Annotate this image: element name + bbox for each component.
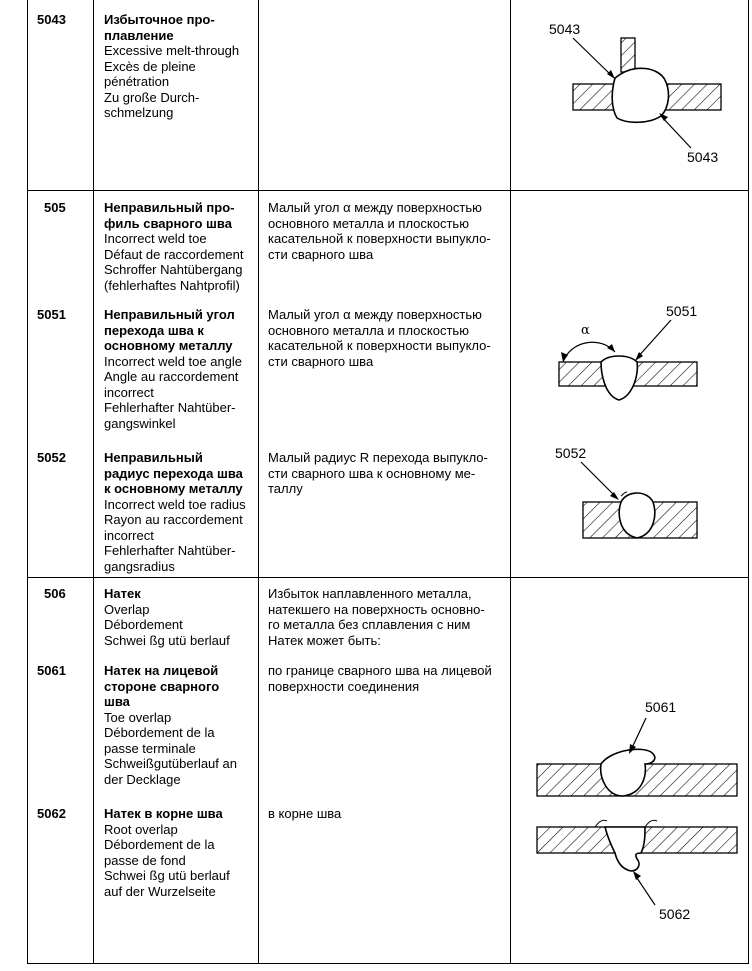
- figure-5051: [511, 290, 748, 420]
- table-border-right: [748, 0, 749, 964]
- term-line: Incorrect weld toe angle: [104, 353, 243, 369]
- desc-line: таллу: [268, 481, 303, 496]
- term-line: Débordement: [104, 617, 183, 632]
- defect-code: 5052: [37, 450, 66, 465]
- defect-term: [104, 200, 256, 293]
- term-ru-line: Натек: [104, 586, 141, 601]
- term-line: Toe overlap: [104, 709, 172, 725]
- term-line: auf der Wurzelseite: [104, 883, 216, 899]
- term-line: Schwei ßg utü berlauf: [104, 632, 230, 648]
- term-line: Overlap: [104, 601, 150, 617]
- defect-term: [104, 307, 256, 431]
- desc-line: в корне шва: [268, 806, 342, 821]
- desc-line: сти сварного шва: [268, 246, 374, 262]
- term-line: passe terminale: [104, 740, 196, 756]
- term-ru-line: плавление: [104, 27, 174, 43]
- figure-label: 5043: [549, 21, 581, 37]
- term-ru-line: основному металлу: [104, 338, 233, 353]
- term-line: passe de fond: [104, 852, 186, 868]
- term-line: der Decklage: [104, 771, 181, 787]
- term-line: (fehlerhaftes Nahtprofil): [104, 277, 240, 293]
- term-ru-line: Натек на лицевой: [104, 663, 219, 678]
- term-ru-line: перехода шва к: [104, 322, 204, 338]
- term-line: Excès de pleine: [104, 58, 196, 74]
- term-ru-line: Натек в корне шва: [104, 806, 223, 821]
- term-line: Schroffer Nahtübergang: [104, 262, 243, 277]
- term-line: Incorrect weld toe radius: [104, 496, 246, 512]
- desc-line: касательной к поверхности выпукло-: [268, 231, 491, 246]
- defect-description: [268, 806, 501, 822]
- defect-code: 505: [44, 200, 66, 215]
- row-divider-2: [27, 577, 749, 578]
- figure-5052: [511, 438, 748, 558]
- defect-description: [268, 663, 501, 694]
- figure-label: 5062: [659, 906, 691, 922]
- term-line: Excessive melt-through: [104, 43, 240, 58]
- desc-line: сти сварного шва: [268, 353, 374, 369]
- defect-term: [104, 12, 256, 121]
- term-ru-line: Неправильный: [104, 450, 203, 465]
- angle-alpha-label: α: [581, 323, 590, 338]
- row-divider-1: [27, 190, 749, 191]
- figure-label: 5051: [666, 303, 698, 319]
- defect-term: [104, 586, 256, 648]
- defect-code: 5062: [37, 806, 66, 821]
- term-line: Fehlerhafter Nahtüber-: [104, 400, 236, 415]
- desc-line: основного металла и плоскостью: [268, 322, 469, 338]
- defect-term: [104, 450, 256, 574]
- term-line: pénétration: [104, 74, 170, 89]
- term-ru-line: стороне сварного: [104, 678, 220, 694]
- term-ru-line: Избыточное про-: [104, 12, 215, 27]
- defect-term: [104, 663, 256, 787]
- desc-line: Натек может быть:: [268, 632, 381, 648]
- term-line: incorrect: [104, 384, 154, 400]
- term-line: Fehlerhafter Nahtüber-: [104, 543, 236, 558]
- term-line: Schwei ßg utü berlauf: [104, 868, 230, 883]
- column-divider-1: [93, 0, 94, 964]
- term-line: Défaut de raccordement: [104, 246, 244, 262]
- desc-line: касательной к поверхности выпукло-: [268, 338, 491, 353]
- term-ru-line: радиус перехода шва: [104, 465, 243, 481]
- column-divider-2: [258, 0, 259, 964]
- defect-description: [268, 450, 501, 497]
- defect-description: [268, 586, 501, 648]
- term-line: Root overlap: [104, 821, 178, 837]
- figure-label: 5052: [555, 445, 587, 461]
- term-line: Zu große Durch-: [104, 89, 200, 105]
- figure-label: 5043: [687, 149, 719, 165]
- desc-line: го металла без сплавления с ним: [268, 617, 471, 632]
- term-line: Angle au raccordement: [104, 369, 239, 384]
- term-line: Incorrect weld toe: [104, 231, 207, 246]
- defect-description: [268, 307, 501, 369]
- defect-code: 5061: [37, 663, 66, 678]
- desc-line: Малый угол α между поверхностью: [268, 307, 482, 322]
- term-line: Rayon au raccordement: [104, 512, 243, 527]
- defect-code: 506: [44, 586, 66, 601]
- figure-5061: [511, 690, 748, 810]
- desc-line: Избыток наплавленного металла,: [268, 586, 472, 601]
- term-ru-line: Неправильный угол: [104, 307, 235, 322]
- desc-line: основного металла и плоскостью: [268, 215, 469, 231]
- term-ru-line: шва: [104, 694, 130, 709]
- desc-line: натекшего на поверхность основно-: [268, 601, 485, 617]
- table-border-bottom: [27, 963, 749, 964]
- term-ru-line: Неправильный про-: [104, 200, 235, 215]
- figure-label: 5061: [645, 699, 677, 715]
- term-ru-line: филь сварного шва: [104, 215, 232, 231]
- term-line: Débordement de la: [104, 725, 215, 740]
- desc-line: поверхности соединения: [268, 678, 420, 694]
- desc-line: Малый радиус R перехода выпукло-: [268, 450, 488, 465]
- term-line: Débordement de la: [104, 837, 215, 852]
- term-line: gangsradius: [104, 558, 175, 574]
- term-line: Schweißgutüberlauf an: [104, 756, 237, 771]
- term-line: incorrect: [104, 527, 154, 543]
- defect-code: 5051: [37, 307, 66, 322]
- term-line: gangswinkel: [104, 415, 176, 431]
- table-border-left: [27, 0, 28, 964]
- desc-line: Малый угол α между поверхностью: [268, 200, 482, 215]
- term-ru-line: к основному металлу: [104, 481, 243, 496]
- figure-5043: [511, 0, 748, 190]
- desc-line: по границе сварного шва на лицевой: [268, 663, 492, 678]
- figure-5062: [511, 815, 748, 935]
- defect-term: [104, 806, 256, 899]
- defect-code: 5043: [37, 12, 66, 27]
- desc-line: сти сварного шва к основному ме-: [268, 465, 476, 481]
- defect-description: [268, 200, 501, 262]
- term-line: schmelzung: [104, 105, 174, 120]
